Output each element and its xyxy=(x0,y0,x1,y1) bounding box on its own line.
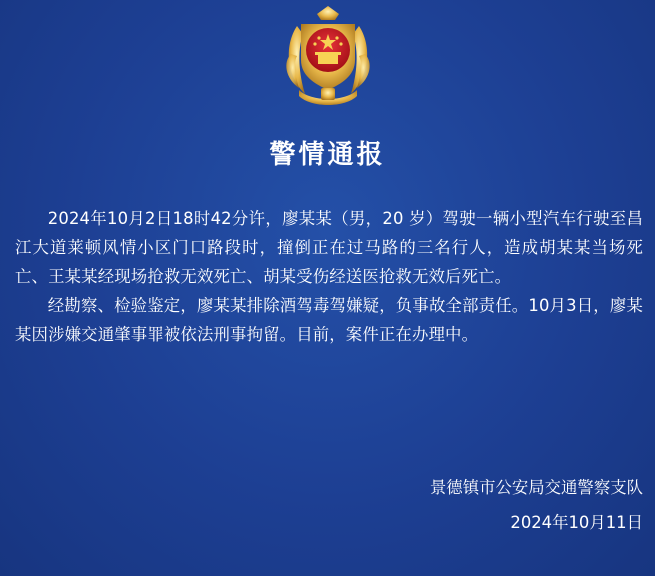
issue-date: 2024年10月11日 xyxy=(510,513,643,532)
issuer-name: 景德镇市公安局交通警察支队 xyxy=(429,478,643,497)
notice-paragraph: 2024年10月2日18时42分许，廖某某（男，20 岁）驾驶一辆小型汽车行驶至昌江大道莱顿风情小区门口路段时，撞倒正在过马路的三名行人，造成胡某某当场死亡、王某某经现场抢救无效死亡、胡某受伤经送医抢救无效后死亡。 xyxy=(15,209,643,286)
notice-paragraph: 经勘察、检验鉴定，廖某某排除酒驾毒驾嫌疑，负事故全部责任。10月3日，廖某某因涉嫌交通肇事罪被依法刑事拘留。目前，案件正在办理中。 xyxy=(15,296,643,344)
police-emblem-icon xyxy=(277,4,379,112)
notice-title: 警情通报 xyxy=(269,140,386,170)
notice-body xyxy=(15,204,643,349)
